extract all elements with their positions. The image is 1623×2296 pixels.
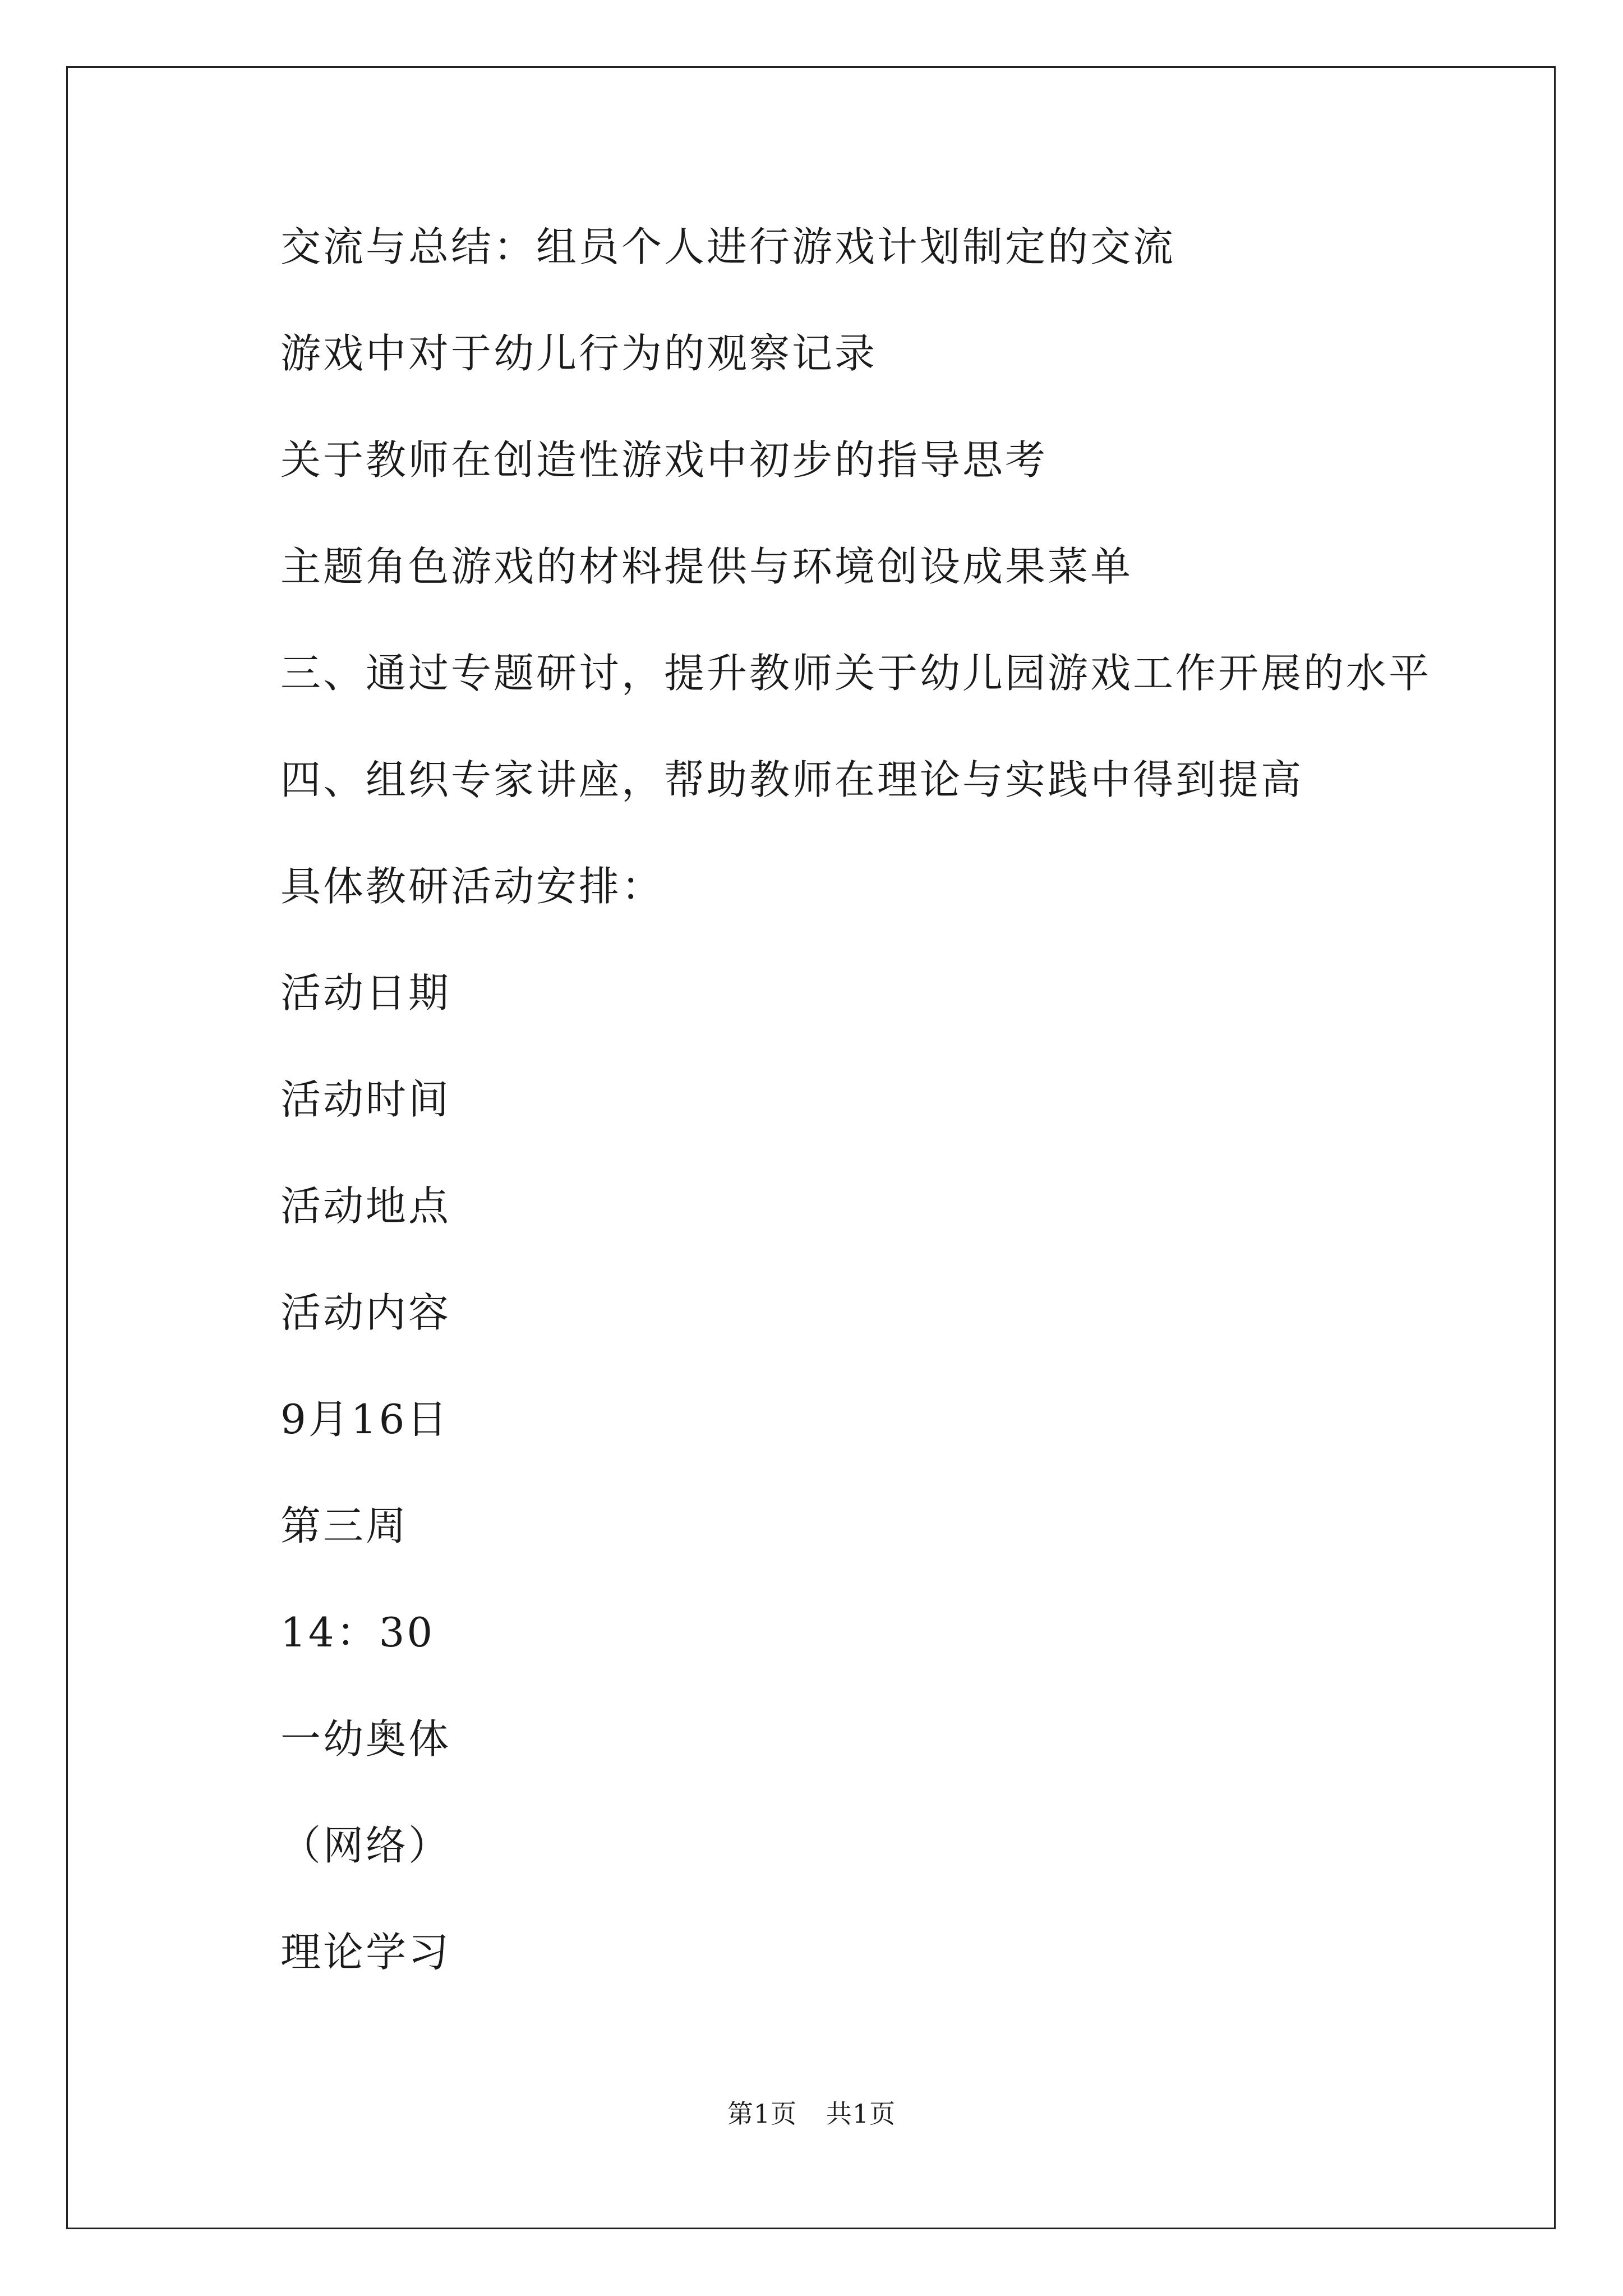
schedule-content-value: 理论学习: [280, 1929, 451, 1976]
text-line: 关于教师在创造性游戏中初步的指导思考: [280, 436, 1048, 484]
schedule-label-location: 活动地点: [280, 1182, 451, 1230]
schedule-location-note: （网络）: [280, 1822, 451, 1869]
page-border: [66, 66, 1556, 2229]
schedule-time-value: 14：30: [280, 1609, 435, 1656]
schedule-heading: 具体教研活动安排：: [280, 863, 665, 910]
page-number-total: 共1页: [826, 2099, 896, 2129]
page-footer: [0, 2097, 1623, 2131]
schedule-label-time: 活动时间: [280, 1076, 451, 1123]
schedule-label-content: 活动内容: [280, 1289, 451, 1336]
schedule-week-value: 第三周: [280, 1502, 409, 1549]
schedule-label-date: 活动日期: [280, 969, 451, 1016]
text-line: 交流与总结：组员个人进行游戏计划制定的交流: [280, 223, 1176, 270]
page-number-current: 第1页: [727, 2099, 797, 2129]
text-line: 游戏中对于幼儿行为的观察记录: [280, 330, 878, 377]
schedule-date-value: 9月16日: [280, 1396, 450, 1443]
text-line: 主题角色游戏的材料提供与环境创设成果菜单: [280, 543, 1133, 590]
section-heading: 四、组织专家讲座，帮助教师在理论与实践中得到提高: [280, 756, 1304, 803]
section-heading: 三、通过专题研讨，提升教师关于幼儿园游戏工作开展的水平: [280, 650, 1432, 697]
schedule-location-value: 一幼奥体: [280, 1715, 451, 1763]
